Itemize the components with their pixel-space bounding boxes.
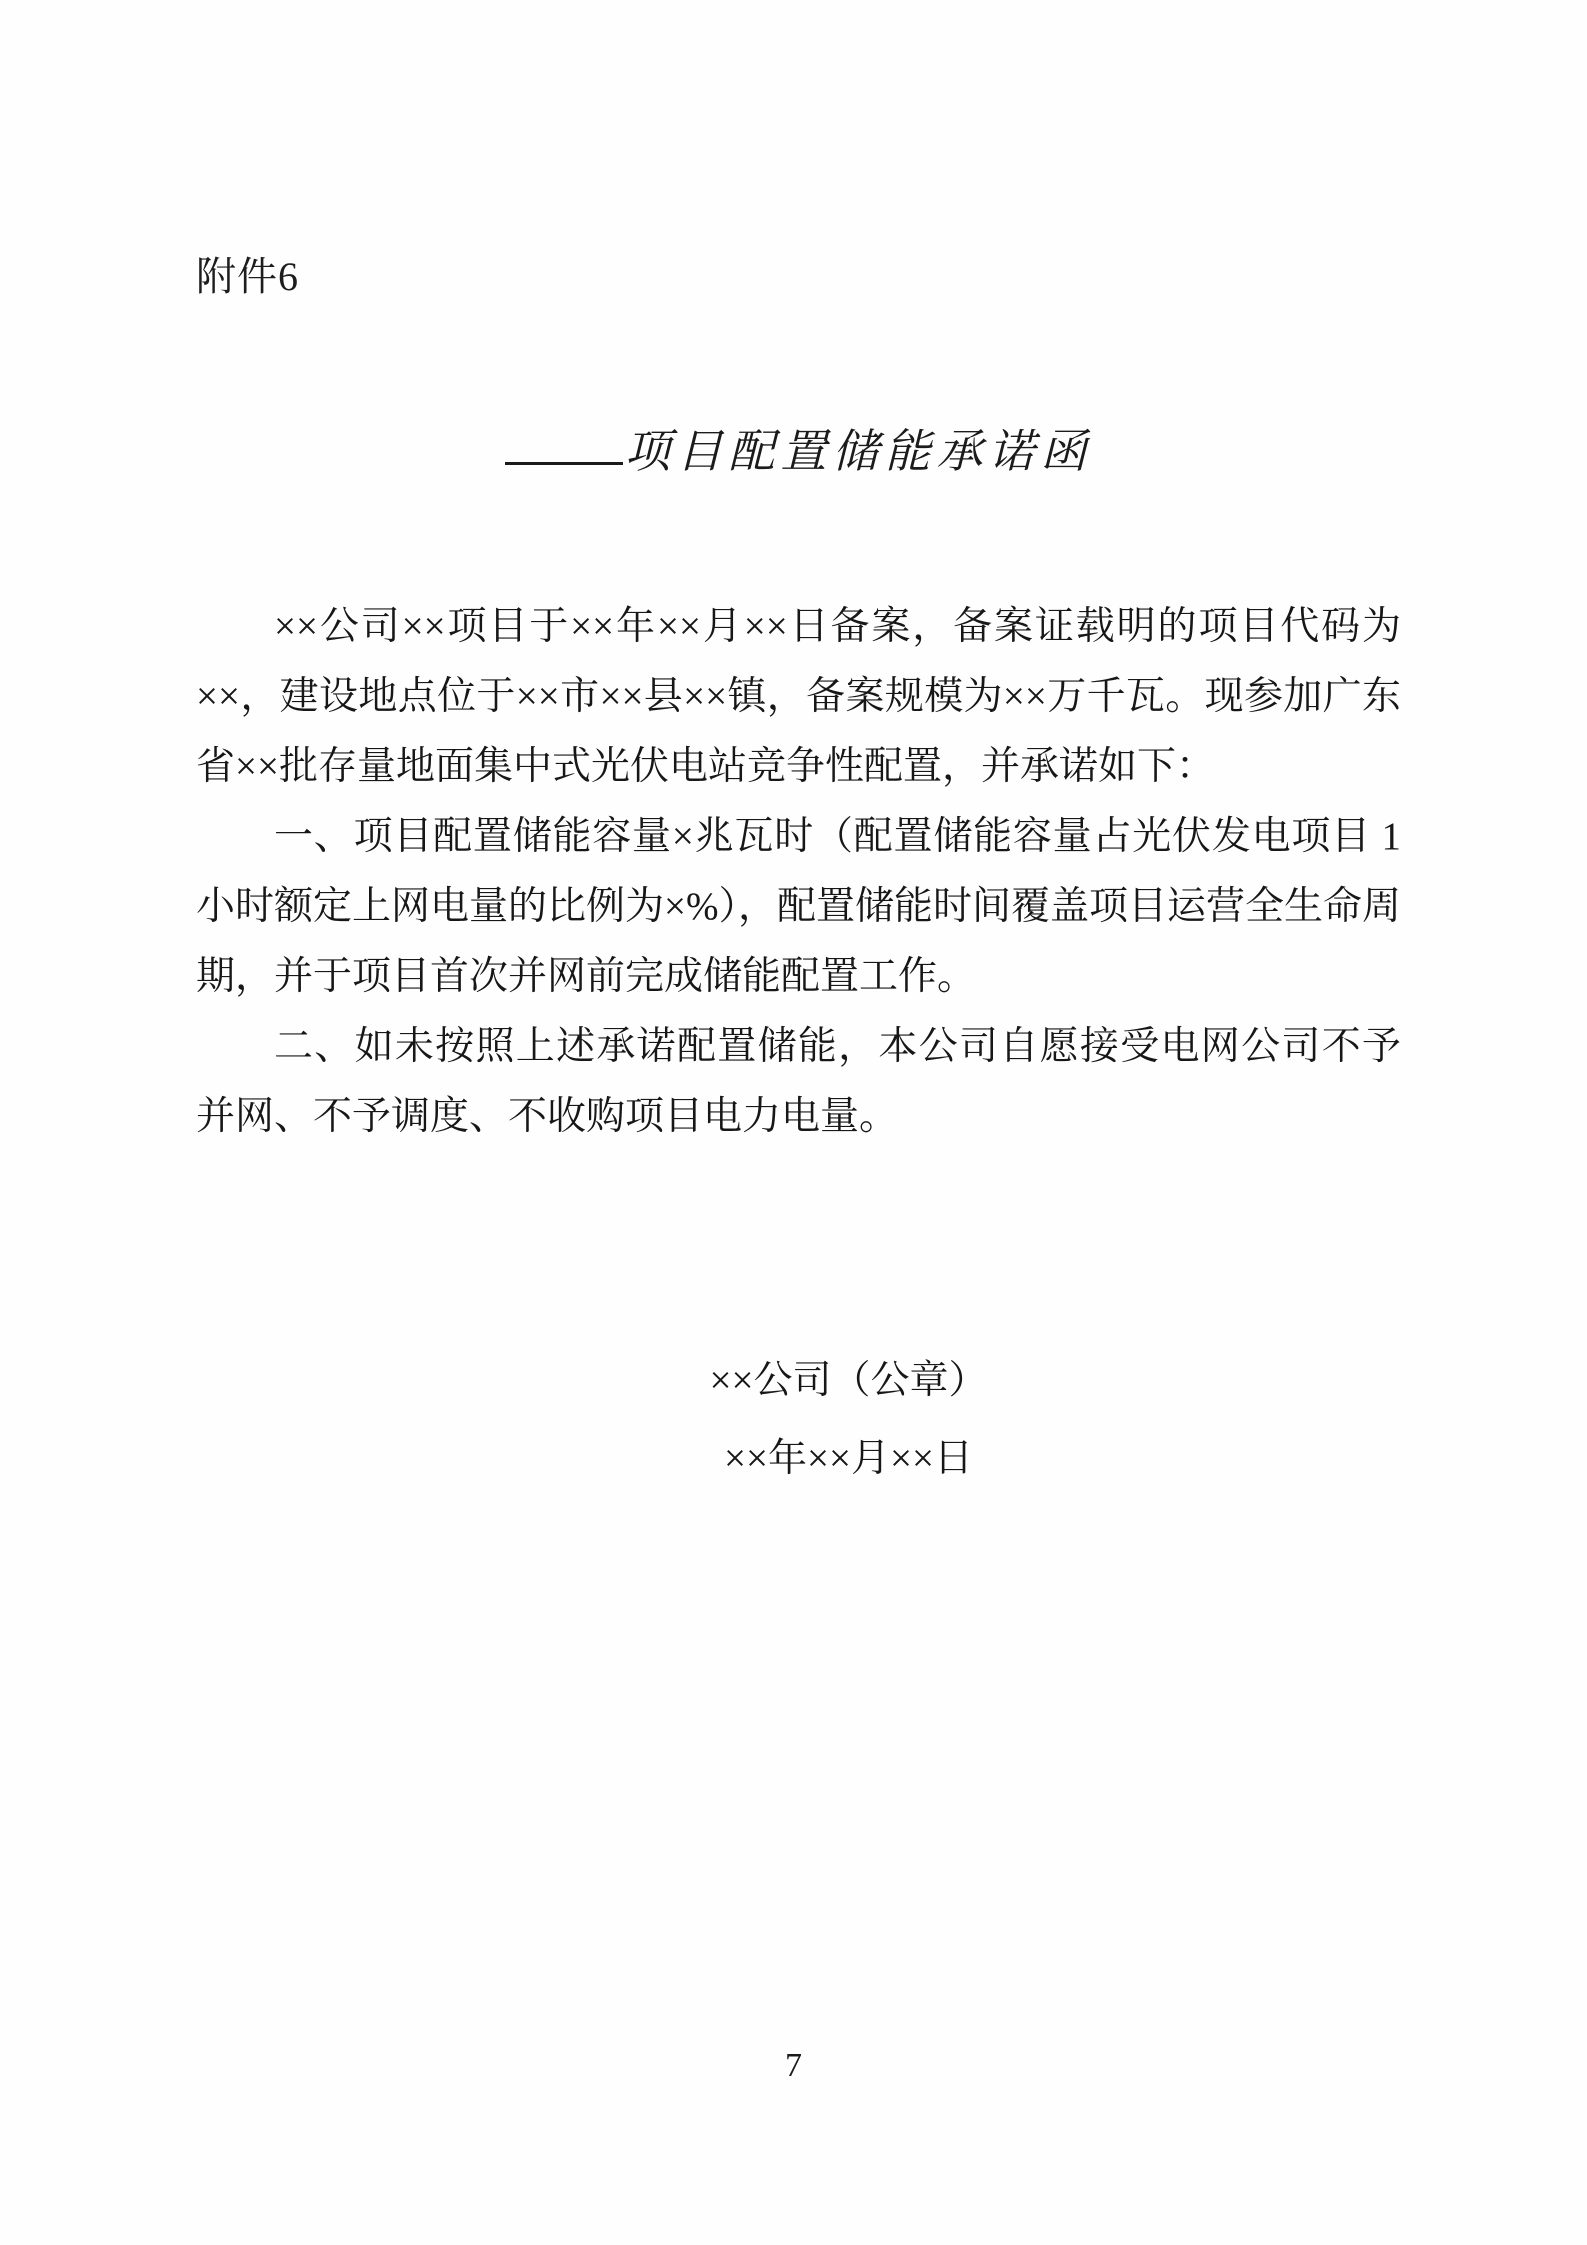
- document-body: [196, 592, 1401, 1152]
- title-blank-underline: [505, 462, 623, 465]
- paragraph-clause-two: 二、如未按照上述承诺配置储能，本公司自愿接受电网公司不予并网、不予调度、不收购项目电力电量。: [196, 1025, 1401, 1138]
- page-title: [196, 415, 1401, 481]
- signature-block: [196, 1342, 1401, 1498]
- paragraph-clause-one: 一、项目配置储能容量×兆瓦时（配置储能容量占光伏发电项目 1 小时额定上网电量的比例为×%），配置储能时间覆盖项目运营全生命周期，并于项目首次并网前完成储能配置工作。: [196, 815, 1401, 998]
- title-text: 项目配置储能承诺函: [624, 424, 1093, 478]
- signature-company: ××公司（公章）: [709, 1359, 988, 1402]
- attachment-label: 附件6: [196, 254, 299, 299]
- signature-date: ××年××月××日: [724, 1437, 973, 1480]
- paragraph-intro: ××公司××项目于××年××月××日备案，备案证载明的项目代码为××，建设地点位于××市××县××镇，备案规模为××万千瓦。现参加广东省××批存量地面集中式光伏电站竞争性配置，并承诺如下：: [196, 605, 1401, 788]
- document-content: [196, 0, 1401, 2245]
- page-number: 7: [785, 2047, 802, 2084]
